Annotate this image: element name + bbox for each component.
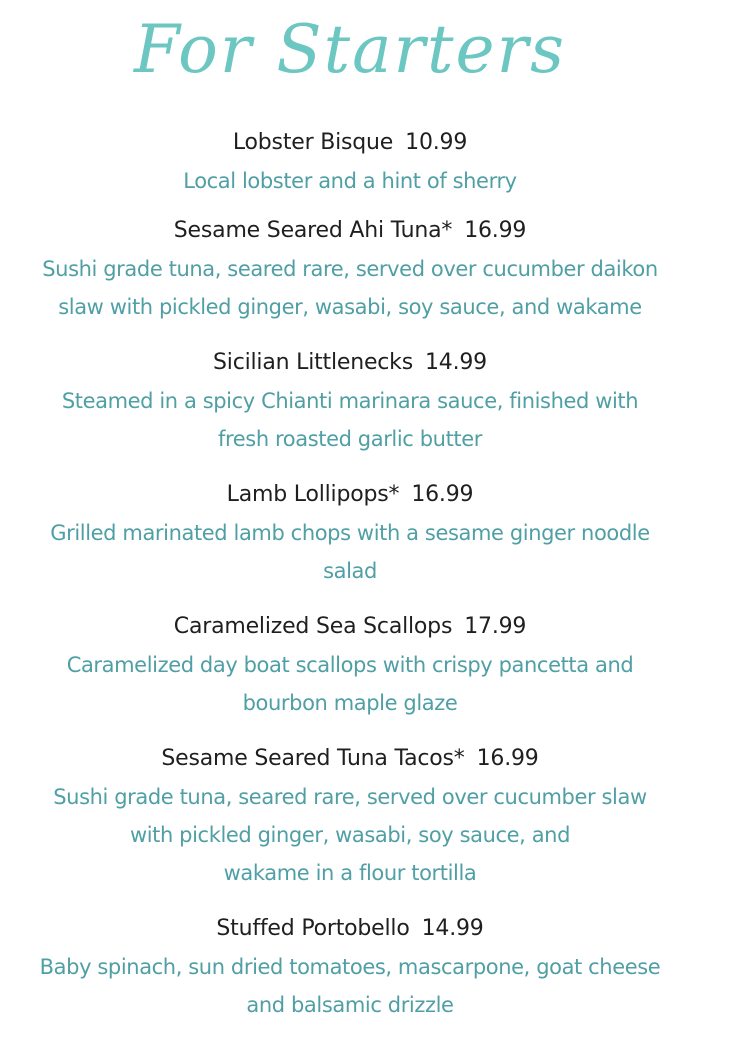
item-price: 16.99 — [464, 218, 527, 243]
menu-item — [0, 910, 700, 1024]
menu-item — [0, 344, 700, 458]
item-heading — [0, 608, 700, 646]
item-description-line: Baby spinach, sun dried tomatoes, mascarpone, goat cheese — [39, 955, 661, 979]
item-heading — [0, 124, 700, 162]
item-name: Caramelized Sea Scallops — [173, 614, 453, 639]
menu-title: For Starters — [133, 11, 567, 88]
item-description-line: bourbon maple glaze — [242, 691, 458, 715]
item-name: Stuffed Portobello — [216, 916, 410, 941]
item-heading — [0, 910, 700, 948]
item-price: 14.99 — [421, 916, 484, 941]
item-name: Sesame Seared Ahi Tuna* — [173, 218, 453, 243]
item-name: Lobster Bisque — [232, 130, 394, 155]
item-description-line: fresh roasted garlic butter — [218, 427, 482, 451]
item-name: Lamb Lollipops* — [226, 482, 400, 507]
item-description-line: salad — [323, 559, 377, 583]
item-price: 10.99 — [405, 130, 468, 155]
item-description-line: Caramelized day boat scallops with crispy pancetta and — [66, 653, 634, 677]
menu-item — [0, 740, 700, 892]
item-price: 17.99 — [464, 614, 527, 639]
item-heading — [0, 740, 700, 778]
item-description-line: Sushi grade tuna, seared rare, served over cucumber slaw — [53, 785, 647, 809]
item-price: 14.99 — [425, 350, 487, 375]
item-description-line: Sushi grade tuna, seared rare, served over cucumber daikon — [42, 257, 658, 281]
item-description-line: slaw with pickled ginger, wasabi, soy sauce, and wakame — [58, 295, 642, 319]
item-heading — [0, 476, 700, 514]
menu-item — [0, 212, 700, 326]
menu-item — [0, 608, 700, 722]
item-description-line: with pickled ginger, wasabi, soy sauce, and — [129, 823, 571, 847]
item-description-line: and balsamic drizzle — [246, 993, 454, 1017]
item-heading — [0, 344, 700, 382]
item-description-line: Grilled marinated lamb chops with a sesame ginger noodle — [50, 521, 650, 545]
item-description-line: wakame in a flour tortilla — [223, 861, 477, 885]
starters-list — [0, 124, 700, 1024]
item-price: 16.99 — [476, 746, 539, 771]
item-name: Sesame Seared Tuna Tacos* — [161, 746, 465, 771]
item-price: 16.99 — [411, 482, 474, 507]
menu-item — [0, 476, 700, 590]
menu-item — [0, 124, 700, 200]
item-description-line: Local lobster and a hint of sherry — [183, 169, 517, 193]
item-name: Sicilian Littlenecks — [213, 350, 413, 375]
item-heading — [0, 212, 700, 250]
item-description-line: Steamed in a spicy Chianti marinara sauce, finished with — [61, 389, 639, 413]
